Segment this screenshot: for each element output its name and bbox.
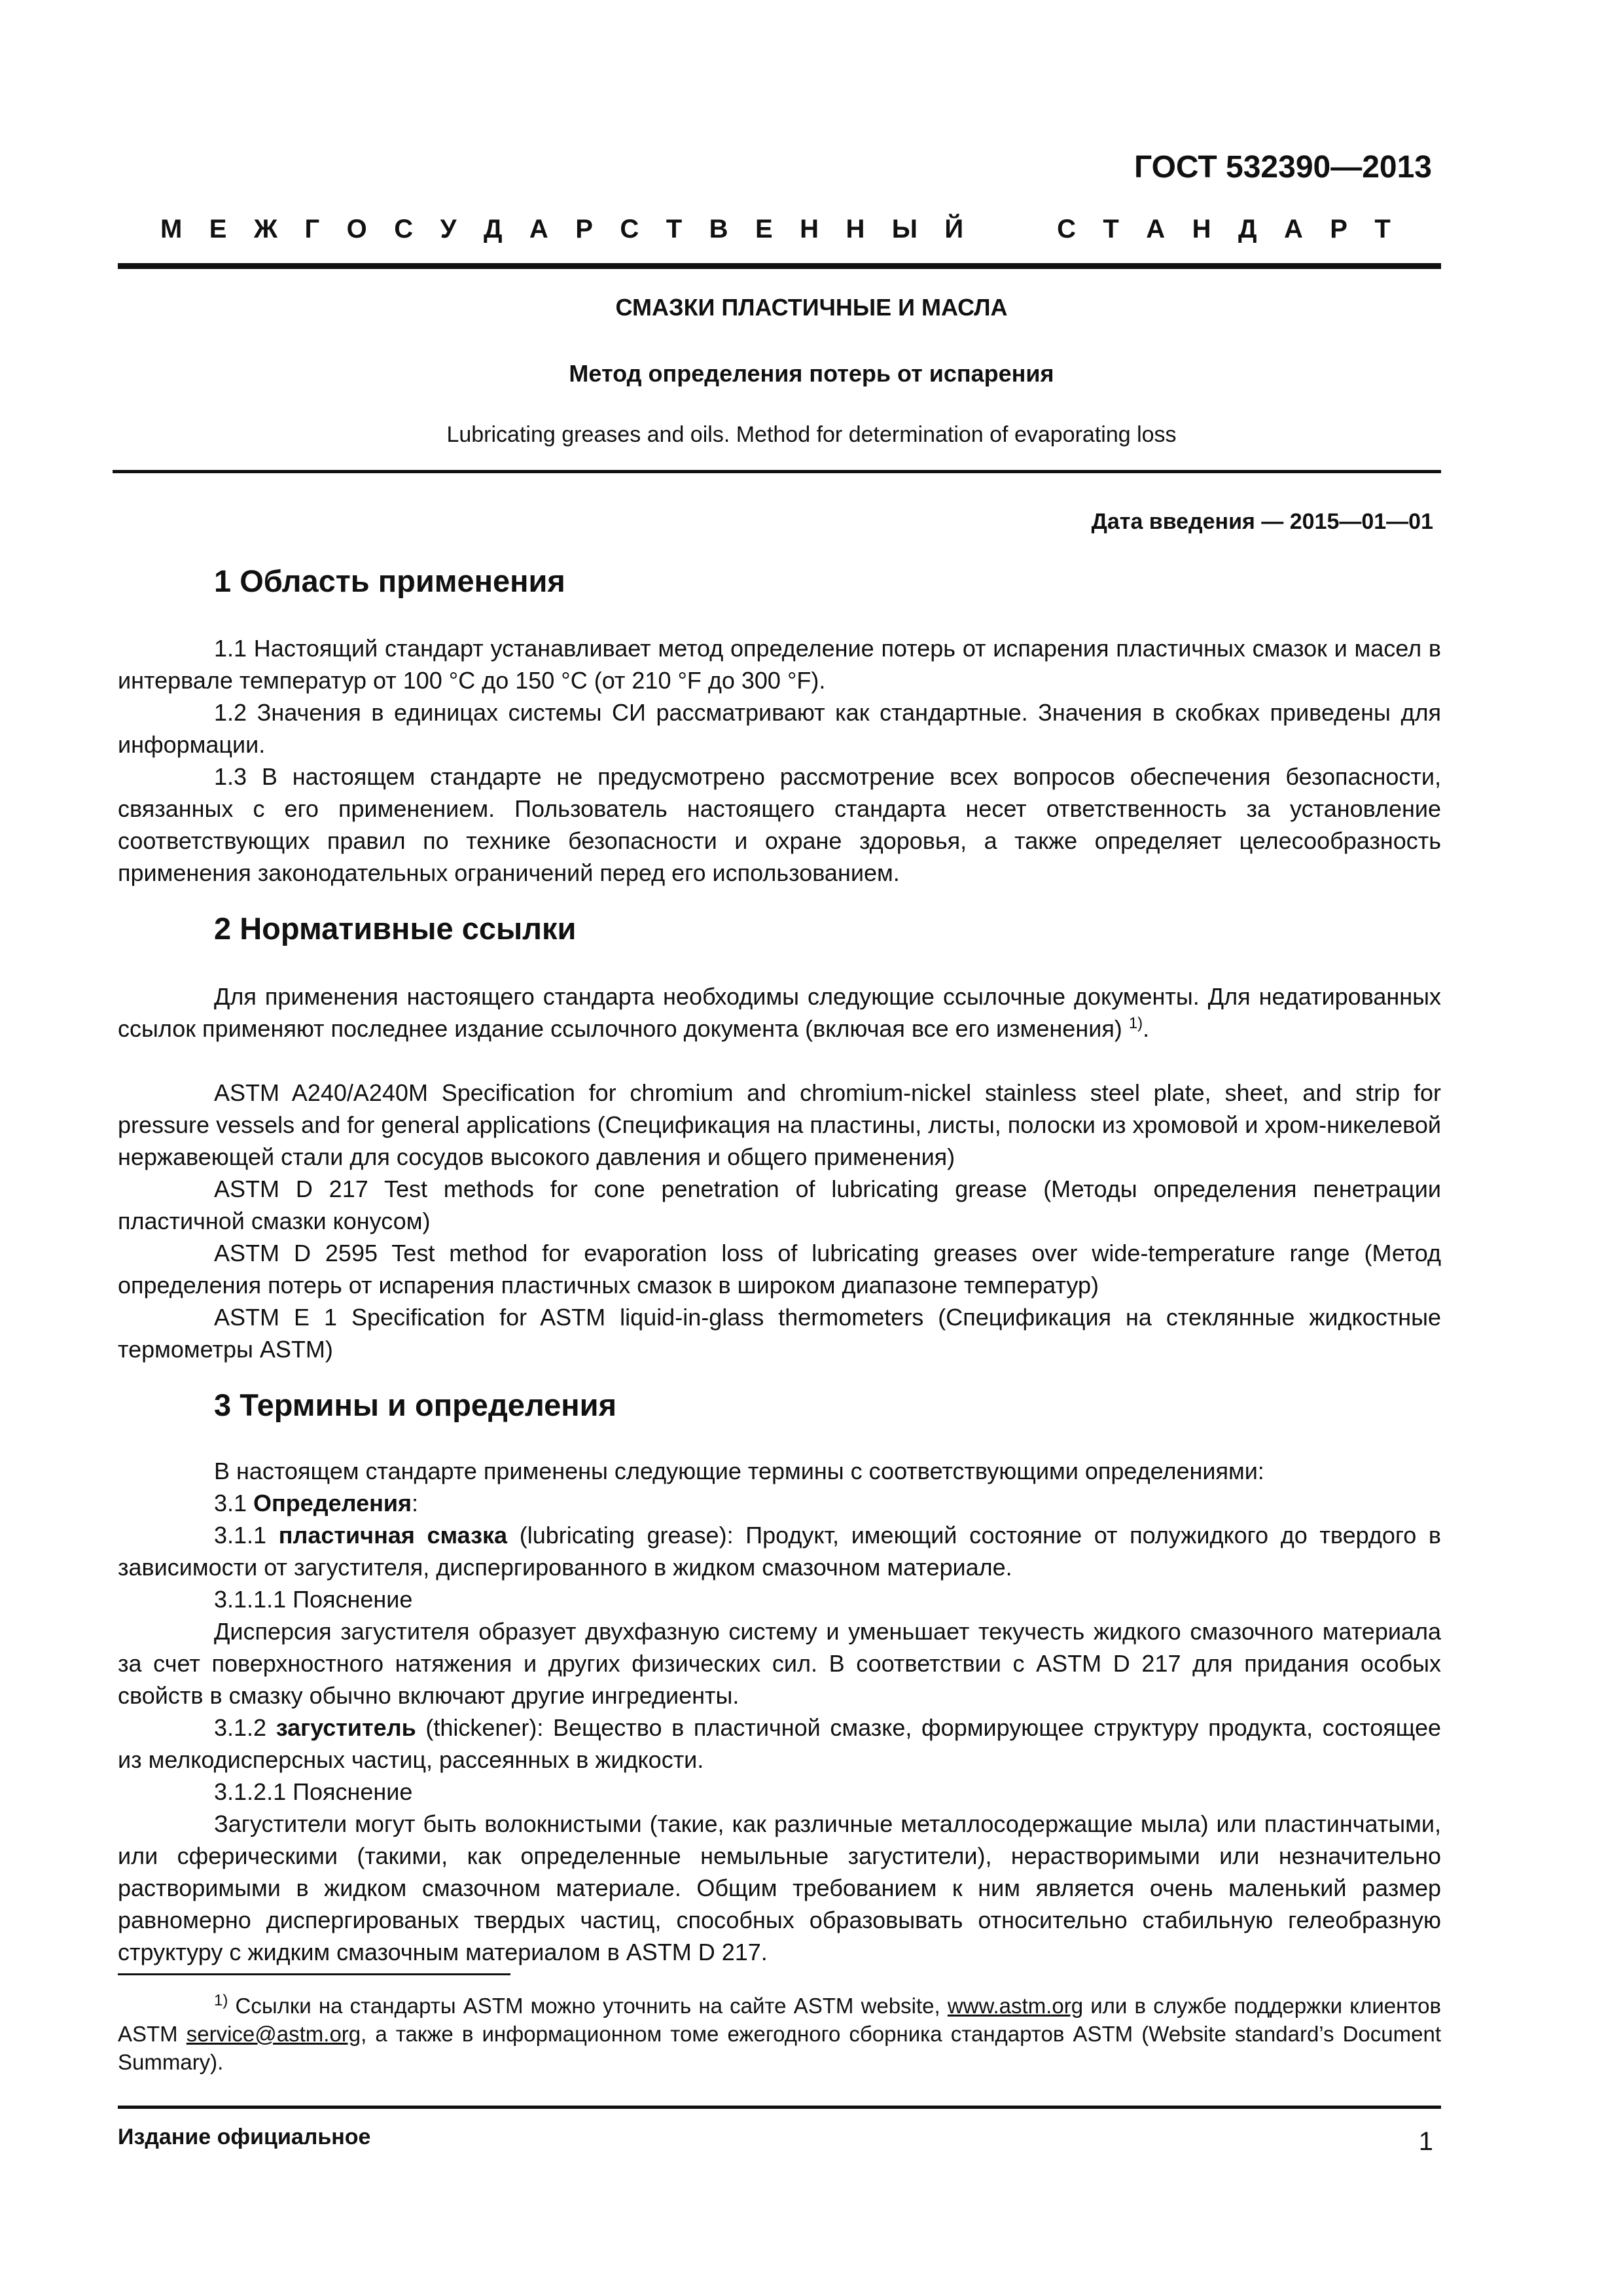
paragraph-1-2: 1.2 Значения в единицах системы СИ рассматривают как стандартные. Значения в скобках приведены для информации. xyxy=(118,699,1441,758)
footnote xyxy=(118,1992,1441,2076)
banner-letter: Н xyxy=(800,215,819,243)
banner-letter: Й xyxy=(944,215,964,243)
header-thick-rule xyxy=(118,263,1441,269)
footnote-mark: 1) xyxy=(214,1992,228,2009)
banner-letter: Д xyxy=(483,215,503,243)
reference-astm-e1: ASTM E 1 Specification for ASTM liquid-in-glass thermometers (Спецификация на стеклянные жидкостные термометры ASTM) xyxy=(118,1304,1441,1363)
astm-service-email-link[interactable]: service@astm.org xyxy=(186,2022,361,2046)
banner-letter: С xyxy=(620,215,639,243)
banner-letter: Р xyxy=(575,215,593,243)
paragraph-3-1-2-1: 3.1.2.1 Пояснение xyxy=(214,1778,413,1805)
banner-letter: У xyxy=(440,215,457,243)
banner-letter: Р xyxy=(1330,215,1347,243)
banner-word-gap xyxy=(991,216,1030,242)
paragraph-3-intro: В настоящем стандарте применены следующие термины с соответствующими определениями: xyxy=(214,1458,1264,1484)
clause-3-1-2-number: 3.1.2 xyxy=(214,1714,276,1741)
astm-website-link[interactable]: www.astm.org xyxy=(947,1994,1084,2018)
paragraph-3-1-2 xyxy=(118,1712,1441,1776)
footnote-text-3: , а также в информационном томе ежегодного сборника стандартов ASTM (Website standard’s Document Summary). xyxy=(118,2022,1442,2074)
footnote-reference[interactable]: 1) xyxy=(1128,1014,1143,1032)
banner-letter: Г xyxy=(304,215,320,243)
definition-thickener: (thickener): Вещество в пластичной смазке, формирующее структуру продукта, состоящее из мелкодисперсных частиц, рассеянных в жидкости. xyxy=(118,1714,1441,1773)
document-subtitle: Метод определения потерь от испарения xyxy=(569,360,1054,387)
banner-letter: Т xyxy=(1374,215,1391,243)
standard-banner xyxy=(160,216,1391,242)
paragraph-3-1-1-1: 3.1.1.1 Пояснение xyxy=(214,1586,413,1613)
paragraph-3-1-2-1-text: Загустители могут быть волокнистыми (такие, как различные металлосодержащие мыла) или пластинчатыми, или сферическими (такими, как определенные немыльные загустители), нерастворимыми или незначительно растворимыми в жидком смазочном материале. Общим требованием к ним является очень маленький размер равномерно диспергированых твердых частиц, способных образовывать относительно стабильную гелеобразную структуру с жидким смазочным материалом в ASTM D 217. xyxy=(118,1810,1441,1965)
footnote-text-2: или в службе поддержки клиентов ASTM xyxy=(118,1994,1441,2046)
banner-letter: Т xyxy=(1103,215,1119,243)
reference-astm-d217: ASTM D 217 Test methods for cone penetration of lubricating grease (Методы определения пенетрации пластичной смазки конусом) xyxy=(118,1175,1441,1234)
banner-letter: Е xyxy=(209,215,227,243)
paragraph-1-3: 1.3 В настоящем стандарте не предусмотрено рассмотрение всех вопросов обеспечения безопасности, связанных с его применением. Пользователь настоящего стандарта несет ответственность за установление соответствующих правил по технике безопасности и охране здоровья, а также определяет целесообразность применения законодательных ограничений перед его использованием. xyxy=(118,763,1441,886)
banner-letter: Т xyxy=(666,215,683,243)
clause-3-1-title: Определения xyxy=(253,1490,412,1516)
document-title-english: Lubricating greases and oils. Method for determination of evaporating loss xyxy=(446,422,1177,447)
clause-3-1-1-number: 3.1.1 xyxy=(214,1522,279,1549)
section-2-heading: 2 Нормативные ссылки xyxy=(214,911,577,946)
paragraph-2-intro-end: . xyxy=(1143,1015,1150,1042)
introduction-date: Дата введения — 2015—01—01 xyxy=(1091,509,1433,534)
page-number: 1 xyxy=(1418,2127,1433,2156)
paragraph-3-1 xyxy=(214,1487,418,1519)
footer-rule xyxy=(118,2106,1441,2109)
banner-letter: В xyxy=(709,215,728,243)
banner-letter: Ы xyxy=(891,215,918,243)
banner-letter: С xyxy=(394,215,414,243)
clause-3-1-number: 3.1 xyxy=(214,1490,254,1516)
banner-letter: Е xyxy=(755,215,773,243)
term-thickener: загуститель xyxy=(276,1714,416,1741)
edition-label: Издание официальное xyxy=(118,2125,371,2149)
banner-letter: Д xyxy=(1238,215,1257,243)
reference-astm-d2595: ASTM D 2595 Test method for evaporation loss of lubricating greases over wide-temperature range (Метод определения потерь от испарения пластичных смазок в широком диапазоне температур) xyxy=(118,1240,1441,1299)
paragraph-2-intro-text: Для применения настоящего стандарта необходимы следующие ссылочные документы. Для недатированных ссылок применяют последнее издание ссылочного документа (включая все его изменения) xyxy=(118,983,1441,1042)
banner-letter: С xyxy=(1057,215,1076,243)
term-lubricating-grease: пластичная смазка xyxy=(278,1522,508,1549)
section-1-heading: 1 Область применения xyxy=(214,564,565,598)
banner-letter: М xyxy=(160,215,183,243)
banner-letter: Ж xyxy=(253,215,278,243)
definition-lubricating-grease: (lubricating grease): Продукт, имеющий состояние от полужидкого до твердого в зависимости от загустителя, диспергированного в жидком смазочном материале. xyxy=(118,1522,1442,1581)
banner-letter: А xyxy=(529,215,548,243)
paragraph-2-intro xyxy=(118,980,1441,1045)
document-code: ГОСТ 532390—2013 xyxy=(1134,150,1432,185)
title-rule xyxy=(113,470,1441,473)
banner-letter: Н xyxy=(846,215,865,243)
paragraph-3-1-1-1-text: Дисперсия загустителя образует двухфазную систему и уменьшает текучесть жидкого смазочного материала за счет поверхностного натяжения и других физических сил. В соответствии с ASTM D 217 для придания особых свойств в смазку обычно включают другие ингредиенты. xyxy=(118,1618,1441,1709)
banner-letter: Н xyxy=(1192,215,1211,243)
banner-letter: А xyxy=(1146,215,1166,243)
clause-3-1-colon: : xyxy=(411,1490,418,1516)
banner-letter: О xyxy=(346,215,367,243)
paragraph-3-1-1 xyxy=(118,1519,1441,1583)
footnote-separator xyxy=(118,1973,510,1975)
footnote-text-1: Ссылки на стандарты ASTM можно уточнить на сайте ASTM website, xyxy=(228,1994,948,2018)
section-3-heading: 3 Термины и определения xyxy=(214,1388,616,1422)
reference-astm-a240: ASTM A240/A240M Specification for chromium and chromium-nickel stainless steel plate, sheet, and strip for pressure vessels and for general applications (Спецификация на пластины, листы, полоски из хромовой и хром-никелевой нержавеющей стали для сосудов высокого давления и общего применения) xyxy=(118,1079,1441,1170)
paragraph-1-1: 1.1 Настоящий стандарт устанавливает метод определение потерь от испарения пластичных смазок и масел в интервале температур от 100 °С до 150 °С (от 210 °F до 300 °F). xyxy=(118,635,1441,694)
banner-letter: А xyxy=(1283,215,1303,243)
document-title: СМАЗКИ ПЛАСТИЧНЫЕ И МАСЛА xyxy=(615,294,1008,321)
